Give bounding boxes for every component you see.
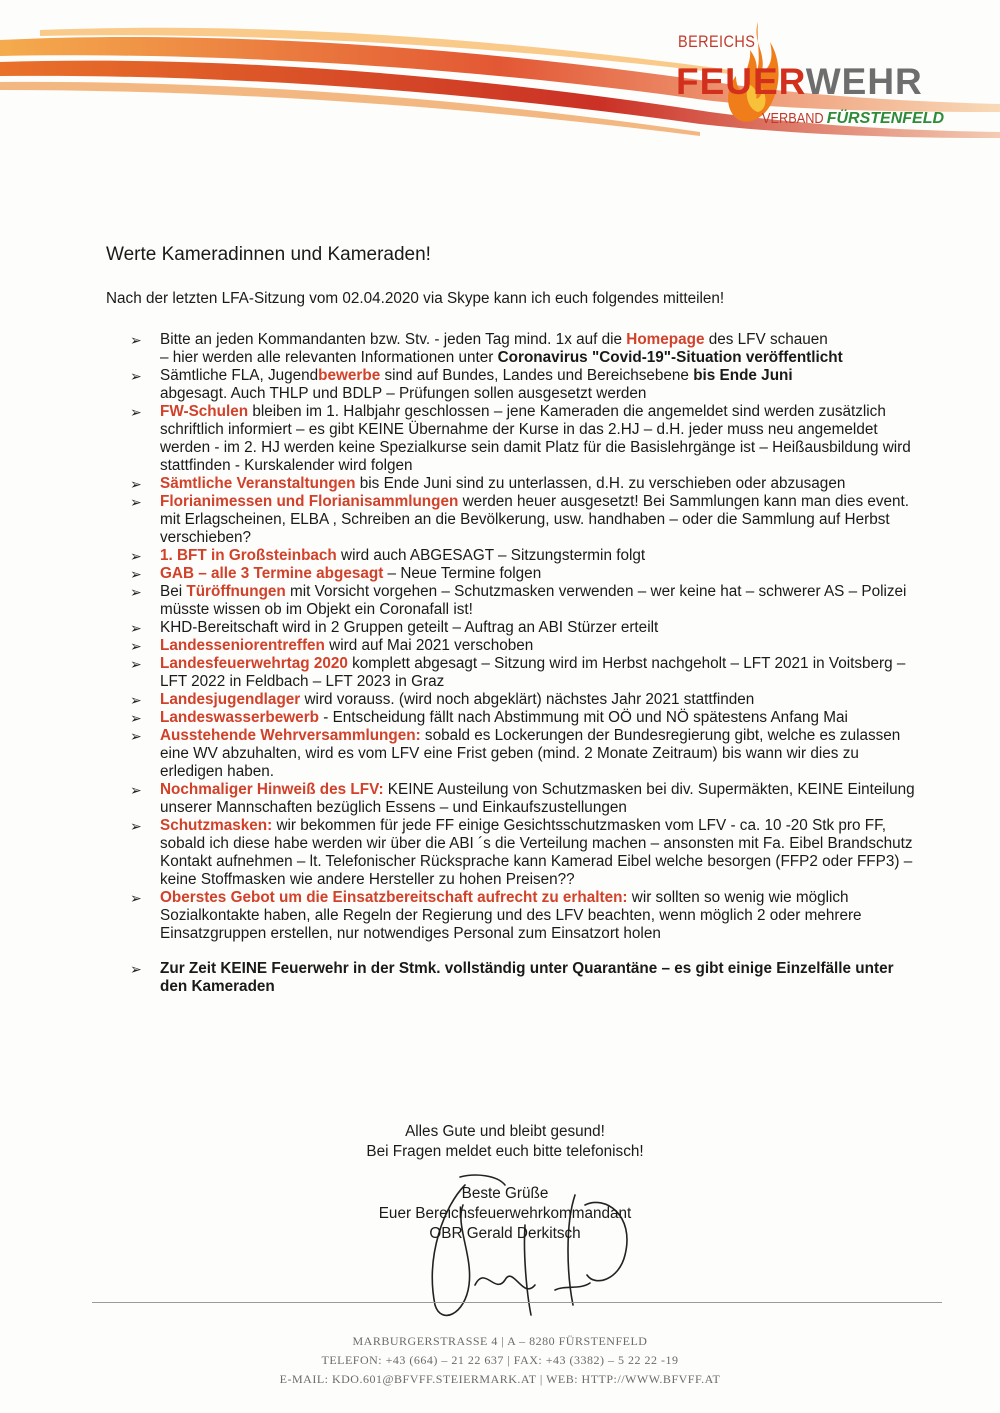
- signer-title: Euer Bereichsfeuerwehrkommandant: [378, 1205, 632, 1222]
- logo-line-verband: [762, 110, 944, 128]
- arrow-bullet-icon: ➢: [130, 728, 142, 744]
- list-item: ➢ Ausstehende Wehrversammlungen: sobald es Lockerungen der Bundesregierung gibt, welche es zulassen eine WV abzuhalten, wird es vom LFV eine Frist geben (mind. 2 Monate Zeitraum) bis wann wir dies zu erledigen haben.: [130, 727, 901, 780]
- list-item: ➢ Sämtliche FLA, Jugendbewerbe sind auf Bundes, Landes und Bereichsebene bis Ende Juni abgesagt. Auch THLP und BDLP – Prüfungen sollen ausgesetzt werden: [130, 367, 793, 402]
- footer-address: MARBURGERSTRASSE 4 | A – 8280 FÜRSTENFELD: [352, 1334, 648, 1348]
- arrow-bullet-icon: ➢: [130, 332, 142, 348]
- arrow-bullet-icon: ➢: [130, 656, 142, 672]
- list-item: ➢ FW-Schulen bleiben im 1. Halbjahr geschlossen – jene Kameraden die angemeldet sind werden zusätzlich schriftlich informiert – es gibt KEINE Übernahme der Kurse in das 2.HJ – d.H. jeder muss neu angemeldet werden - im 2. HJ werden keine Spezialkurse sein damit Platz für die Basislehrgänge ist – Heißausbildung wird stattfinden - Kurskalender wird folgen: [130, 403, 911, 474]
- logo-line-bereichs: BEREICHS: [678, 32, 756, 51]
- arrow-bullet-icon: ➢: [130, 692, 142, 708]
- logo-verband: VERBAND: [762, 110, 824, 127]
- closing-line: Bei Fragen meldet euch bitte telefonisch!: [366, 1143, 644, 1160]
- arrow-bullet-icon: ➢: [130, 584, 142, 600]
- arrow-bullet-icon: ➢: [130, 890, 142, 906]
- footer-phone: TELEFON: +43 (664) – 21 22 637 | FAX: +43 (3382) – 5 22 22 -19: [321, 1353, 679, 1367]
- announcement-list: [130, 331, 920, 996]
- list-item: ➢ Landeswasserbewerb - Entscheidung fällt nach Abstimmung mit OÖ und NÖ spätestens Anfang Mai: [130, 709, 848, 726]
- list-item: ➢ Bei Türöffnungen mit Vorsicht vorgehen – Schutzmasken verwenden – wer keine hat – schwerer AS – Polizei müsste wissen ob im Objekt ein Coronafall ist!: [130, 583, 907, 618]
- closing-block: [300, 1122, 710, 1244]
- list-item: ➢ Nochmaliger Hinweiß des LFV: KEINE Austeilung von Schutzmasken bei div. Supermäkten, KEINE Einteilung unserer Mannschaften bezüglich Essens – und Einkaufszustellungen: [130, 781, 915, 816]
- arrow-bullet-icon: ➢: [130, 548, 142, 564]
- closing-line: Beste Grüße: [461, 1185, 549, 1202]
- closing-line: Alles Gute und bleibt gesund!: [405, 1123, 605, 1140]
- list-item-final: ➢ Zur Zeit KEINE Feuerwehr in der Stmk. vollständig unter Quarantäne – es gibt einige Einzelfälle unter den Kameraden: [130, 960, 894, 995]
- list-item: ➢ Florianimessen und Florianisammlungen werden heuer ausgesetzt! Bei Sammlungen kann man dies event. mit Erlagscheinen, ELBA , Schreiben an die Bevölkerung, usw. handhaben – oder die Sammlung auf Herbst verschieben?: [130, 493, 910, 546]
- arrow-bullet-icon: ➢: [130, 710, 142, 726]
- logo-line-feuerwehr: [676, 62, 923, 102]
- list-item: ➢ Landesseniorentreffen wird auf Mai 2021 verschoben: [130, 637, 534, 654]
- intro-paragraph: Nach der letzten LFA-Sitzung vom 02.04.2020 via Skype kann ich euch folgendes mitteilen!: [106, 290, 725, 307]
- signer-name: OBR Gerald Derkitsch: [429, 1225, 581, 1242]
- arrow-bullet-icon: ➢: [130, 782, 142, 798]
- arrow-bullet-icon: ➢: [130, 494, 142, 510]
- list-item: ➢ Landesjugendlager wird vorauss. (wird noch abgeklärt) nächstes Jahr 2021 stattfinden: [130, 691, 755, 708]
- footer: [250, 1332, 750, 1389]
- footer-email: E-MAIL: KDO.601@BFVFF.STEIERMARK.AT | WEB: HTTP://WWW.BFVFF.AT: [279, 1372, 721, 1386]
- arrow-bullet-icon: ➢: [130, 404, 142, 420]
- logo-wehr: WEHR: [805, 61, 923, 102]
- logo: [676, 28, 986, 128]
- list-item: ➢ Oberstes Gebot um die Einsatzbereitschaft aufrecht zu erhalten: wir sollten so wenig wie möglich Sozialkontakte haben, alle Regeln der Regierung und des LFV beachten, wenn möglich 2 oder mehrere Einsatzgruppen erstellen, nur notwendiges Personal zum Einsatzort holen: [130, 889, 862, 942]
- list-item: ➢ 1. BFT in Großsteinbach wird auch ABGESAGT – Sitzungstermin folgt: [130, 547, 646, 564]
- arrow-bullet-icon: ➢: [130, 961, 142, 977]
- arrow-bullet-icon: ➢: [130, 368, 142, 384]
- arrow-bullet-icon: ➢: [130, 476, 142, 492]
- arrow-bullet-icon: ➢: [130, 566, 142, 582]
- list-item: ➢ GAB – alle 3 Termine abgesagt – Neue Termine folgen: [130, 565, 542, 582]
- list-item: ➢ Sämtliche Veranstaltungen bis Ende Juni sind zu unterlassen, d.H. zu verschieben oder abzusagen: [130, 475, 846, 492]
- list-item: ➢ Schutzmasken: wir bekommen für jede FF einige Gesichtsschutzmasken vom LFV - ca. 10 -20 Stk pro FF, sobald ich diese habe werden wir über die ABI ´s die Verteilung machen – ansonsten mit Fa. Eibel Brandschutz Kontakt aufnehmen – lt. Telefonischer Rücksprache kann Kamerad Eibel welche besorgen (FFP2 oder FFP3) – keine Stoffmasken wie andere Hersteller zu hohen Preisen??: [130, 817, 913, 888]
- arrow-bullet-icon: ➢: [130, 620, 142, 636]
- greeting: Werte Kameradinnen und Kameraden!: [106, 244, 431, 265]
- arrow-bullet-icon: ➢: [130, 818, 142, 834]
- list-item: ➢ Landesfeuerwehrtag 2020 komplett abgesagt – Sitzung wird im Herbst nachgeholt – LFT 2021 in Voitsberg – LFT 2022 in Feldbach – LFT 2023 in Graz: [130, 655, 906, 690]
- list-item: ➢ KHD-Bereitschaft wird in 2 Gruppen geteilt – Auftrag an ABI Stürzer erteilt: [130, 619, 659, 636]
- list-item: ➢ Bitte an jeden Kommandanten bzw. Stv. - jeden Tag mind. 1x auf die Homepage des LFV schauen – hier werden alle relevanten Informationen unter Coronavirus "Covid-19"-Situation veröffentlicht: [130, 331, 843, 366]
- logo-feuer: FEUER: [676, 61, 806, 102]
- logo-place: FÜRSTENFELD: [826, 110, 945, 127]
- footer-divider: [92, 1302, 942, 1303]
- arrow-bullet-icon: ➢: [130, 638, 142, 654]
